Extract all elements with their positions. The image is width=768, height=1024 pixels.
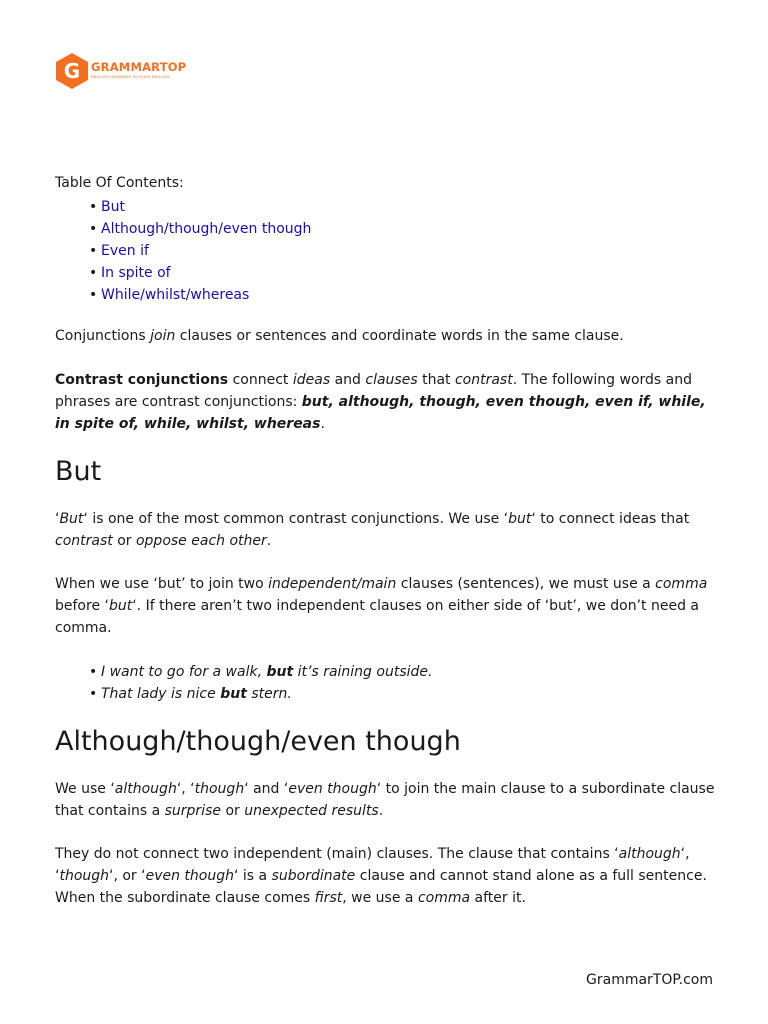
toc-link-while[interactable]: While/whilst/whereas: [101, 287, 250, 303]
text: ‘, or ‘: [109, 868, 146, 884]
emphasis: though: [194, 781, 245, 797]
emphasis: although: [114, 781, 177, 797]
example-item: [101, 661, 432, 683]
emphasis: surprise: [164, 803, 221, 819]
emphasis: even though: [288, 781, 377, 797]
emphasis: first: [314, 890, 343, 906]
text: They do not connect two independent (main) clauses. The clause that contains ‘: [55, 846, 619, 862]
emphasis: comma: [655, 576, 708, 592]
emphasis: unexpected results: [244, 803, 379, 819]
table-of-contents: [55, 174, 311, 306]
text: That lady is nice: [101, 686, 221, 702]
text: .: [320, 416, 325, 432]
emphasis: oppose each other: [135, 533, 267, 549]
toc-item: [101, 196, 311, 218]
logo-hexagon-icon: [55, 52, 89, 90]
svg-text:G: G: [63, 59, 81, 83]
text: .: [378, 803, 384, 819]
emphasis: though: [59, 868, 110, 884]
but-paragraph-1: [55, 508, 715, 552]
heading-but: But: [55, 456, 102, 487]
heading-although: Although/though/even though: [55, 726, 461, 757]
text: ‘ is one of the most common contrast conjunctions. We use ‘: [83, 511, 509, 527]
text: ‘. If there aren’t two independent clauses on either side of ‘but’, we don’t need a comma.: [55, 598, 700, 636]
text: it’s raining outside.: [293, 664, 433, 680]
text: ‘ and ‘: [244, 781, 289, 797]
text: after it.: [470, 890, 526, 906]
text: or: [221, 803, 245, 819]
emphasis: although: [618, 846, 681, 862]
text: . The following words and phrases are contrast conjunctions:: [55, 372, 692, 410]
although-paragraph-2: [55, 843, 715, 909]
toc-link-although[interactable]: Although/though/even though: [101, 221, 312, 237]
site-logo[interactable]: [55, 52, 186, 90]
footer-site-link[interactable]: GrammarTOP.com: [586, 972, 713, 988]
emphasis: comma: [417, 890, 471, 906]
logo-name: GRAMMARTOP: [91, 60, 187, 75]
text: clause and cannot stand alone as a full sentence. When the subordinate clause comes: [55, 868, 707, 906]
bold-text: Contrast conjunctions: [55, 372, 229, 388]
text: stern.: [246, 686, 292, 702]
intro-paragraph-1: [55, 325, 715, 347]
logo-tagline: ENGLISH GRAMMAR IN PLAIN ENGLISH: [91, 74, 170, 79]
text: We use ‘: [55, 781, 115, 797]
text: clauses (sentences), we must use a: [396, 576, 656, 592]
emphasis: independent/main: [268, 576, 397, 592]
but-paragraph-2: [55, 573, 715, 639]
toc-link-in-spite-of[interactable]: In spite of: [101, 265, 171, 281]
text: ‘ to connect ideas that: [531, 511, 690, 527]
emphasis: contrast: [454, 372, 513, 388]
text: before ‘: [55, 598, 109, 614]
emphasis: even though: [145, 868, 234, 884]
emphasis: ideas: [292, 372, 331, 388]
text: connect: [228, 372, 293, 388]
intro-paragraph-2: [55, 369, 715, 435]
emphasis: but: [108, 598, 133, 614]
toc-link-even-if[interactable]: Even if: [101, 243, 149, 259]
toc-list: [55, 196, 311, 306]
text: I want to go for a walk,: [101, 664, 267, 680]
text: Conjunctions: [55, 328, 151, 344]
emphasis: join: [150, 328, 176, 344]
text: ‘, ‘: [55, 846, 690, 884]
bold-text: but: [220, 686, 247, 702]
conjunction-list: but, although, though, even though, even if, while, in spite of, while, whilst, whereas: [55, 394, 706, 432]
but-examples: [55, 661, 432, 705]
text: , we use a: [342, 890, 418, 906]
toc-item: [101, 218, 311, 240]
text: and: [330, 372, 366, 388]
emphasis: But: [59, 511, 84, 527]
text: clauses or sentences and coordinate words in the same clause.: [175, 328, 624, 344]
emphasis: contrast: [55, 533, 113, 549]
emphasis: subordinate: [271, 868, 356, 884]
toc-item: [101, 284, 311, 306]
text: ‘ is a: [234, 868, 272, 884]
text: ‘: [55, 511, 60, 527]
bold-text: but: [266, 664, 294, 680]
text: ‘ to join the main clause to a subordinate clause that contains a: [55, 781, 715, 819]
text: that: [417, 372, 455, 388]
although-paragraph-1: [55, 778, 715, 822]
toc-title: Table Of Contents:: [55, 175, 184, 191]
text: or: [112, 533, 136, 549]
text: .: [266, 533, 272, 549]
text: ‘, ‘: [176, 781, 195, 797]
toc-item: [101, 240, 311, 262]
emphasis: but: [508, 511, 532, 527]
logo-text: [91, 62, 186, 79]
text: When we use ‘but’ to join two: [55, 576, 269, 592]
toc-item: [101, 262, 311, 284]
toc-link-but[interactable]: But: [101, 199, 125, 215]
example-item: [101, 683, 432, 705]
emphasis: clauses: [365, 372, 418, 388]
